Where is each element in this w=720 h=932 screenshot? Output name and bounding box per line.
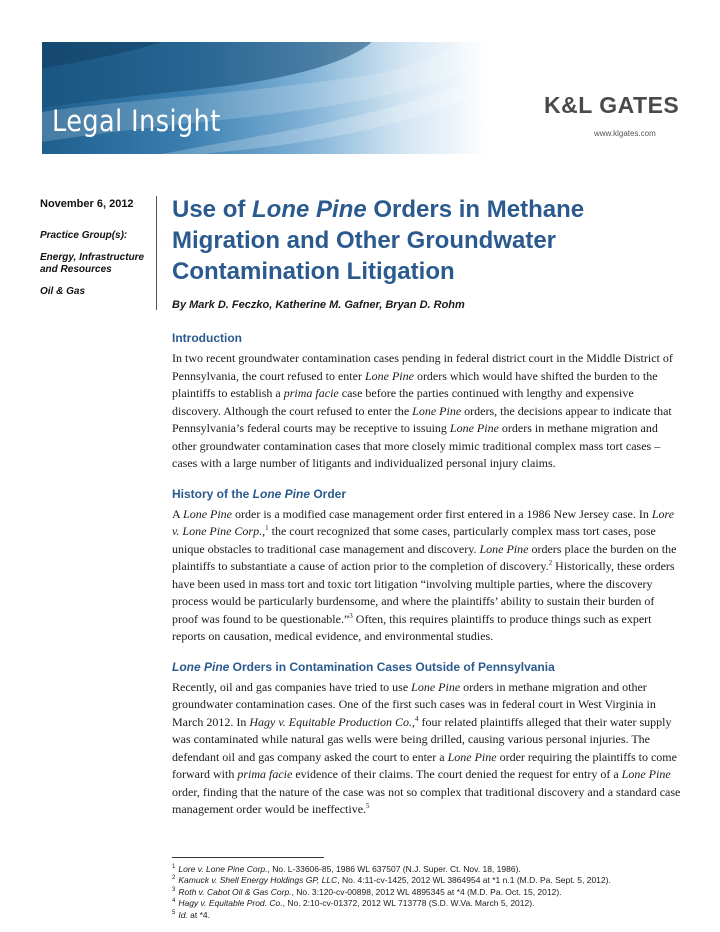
firm-logo: K&L GATES: [544, 92, 680, 118]
firm-url[interactable]: www.klgates.com: [594, 129, 656, 138]
publication-title: Legal Insight: [52, 104, 221, 138]
practice-group-label: Practice Group(s):: [40, 230, 128, 241]
footnote: $^2$ Kamuck v. Shell Energy Holdings GP, LLC, No. 4:11-cv-1425, 2012 WL 3864954 at *1 n.1 (M.D. Pa. Sept. 5, 2012).: [172, 875, 611, 885]
footnote: $^3$ Roth v. Cabot Oil & Gas Corp., No. 3:120-cv-00898, 2012 WL 4895345 at *4 (M.D. Pa. Oct. 15, 2012).: [172, 886, 562, 897]
text-run: the court recognized that some cases, particularly complex mass tort cases, pose unique obstacles to traditional case management and discovery.: [172, 524, 656, 556]
text-run: Lore v. Lone Pine Corp.: [172, 506, 675, 538]
text-run: Hagy v. Equitable Production Co.: [249, 714, 412, 729]
section-heading-contamination-cases: Lone Pine Orders in Contamination Cases Outside of Pennsylvania: [172, 659, 555, 674]
footnotes: [172, 864, 682, 922]
text-run: case before the parties continued with lengthy and expensive discovery. Although the court refused to enter the: [172, 386, 634, 418]
text-run: order is a modified case management order first entered in a 1986 New Jersey case. In: [232, 506, 652, 521]
header-banner: [42, 42, 700, 154]
text-run: orders place the burden on the plaintiffs to substantiate a cause of action prior to the completion of discovery.: [172, 541, 677, 573]
text-run: A: [172, 506, 184, 521]
text-run: order requiring the plaintiffs to come forward with: [172, 749, 677, 781]
article-title: Use of Lone Pine Orders in Methane Migration and Other Groundwater Contamination Litigation: [172, 196, 585, 285]
footnote-marker[interactable]: 5: [366, 802, 370, 810]
text-run: prima facie: [283, 386, 339, 400]
text-run: orders which would have shifted the burden to the plaintiffs to establish a: [172, 368, 658, 400]
footnote-marker[interactable]: 3: [349, 611, 353, 620]
text-run: ,: [262, 524, 266, 538]
text-run: Lone Pine: [364, 368, 414, 383]
text-run: Lone Pine: [411, 679, 461, 694]
footnote: $^1$ Lore v. Lone Pine Corp., No. L-33606-85, 1986 WL 637507 (N.J. Super. Ct. Nov. 18, 1986).: [172, 863, 521, 874]
text-run: orders in methane migration and other groundwater contamination cases that more closely mimic traditional complex mass tort cases – cases with a large number of litigants and individualized personal injury claims.: [172, 421, 661, 470]
footnote: $^5$ Id. at *4.: [172, 909, 211, 920]
article-authors: By Mark D. Feczko, Katherine M. Gafner, Bryan D. Rohm: [172, 299, 465, 311]
text-run: order, finding that the nature of the case was not so complex that traditional discovery and a standard case management order would be ineffective.: [172, 784, 681, 816]
section-paragraph-introduction: [172, 350, 682, 473]
footnote-marker[interactable]: 4: [414, 714, 419, 723]
text-run: ,: [411, 714, 415, 729]
publication-date: November 6, 2012: [40, 198, 134, 210]
section-paragraph-history: [172, 506, 682, 646]
text-run: Lone Pine: [449, 421, 499, 435]
text-run: Often, this requires plaintiffs to produce things such as expert reports on causation, medical evidence, and environmental studies.: [172, 611, 652, 643]
footnote-marker[interactable]: 2: [548, 559, 553, 567]
text-run: Lone Pine: [621, 767, 671, 781]
text-run: Lone Pine: [183, 506, 233, 521]
section-heading-introduction: Introduction: [172, 331, 242, 345]
text-run: Lone Pine: [412, 403, 462, 418]
footnote: $^4$ Hagy v. Equitable Prod. Co., No. 2:10-cv-01372, 2012 WL 713778 (S.D. W.Va. March 5, 2012).: [172, 898, 535, 908]
section-heading-history: History of the Lone Pine Order: [172, 486, 347, 501]
sidebar-divider: [156, 196, 157, 310]
text-run: In two recent groundwater contamination cases pending in federal district court in the Middle District of Pennsylvania, the court refused to enter: [172, 351, 673, 383]
practice-group-energy: Energy, Infrastructure and Resources: [40, 252, 145, 275]
practice-group-oil-gas: Oil & Gas: [40, 286, 86, 297]
text-run: Historically, these orders have been used in mass tort and toxic tort litigation “involving multiple parties, where the discovery process would be particularly burdensome, and where the plaintiffs’ ability to sustain their burden of proof was found to be questionable.”: [172, 559, 675, 626]
text-run: four related plaintiffs alleged that their water supply was contaminated while natural gas wells were being drilled, causing various personal injuries. The defendant oil and gas company asked the court to enter a: [172, 714, 672, 764]
text-run: evidence of their claims. The court denied the request for entry of a: [292, 767, 622, 781]
section-paragraph-contamination-cases: [172, 679, 682, 819]
footnote-marker[interactable]: 1: [265, 524, 269, 532]
article: [172, 194, 682, 921]
sidebar: [40, 198, 154, 298]
text-run: Lone Pine: [479, 541, 529, 556]
text-run: Lone Pine: [447, 749, 497, 764]
text-run: orders, the decisions appear to indicate that Pennsylvania’s federal courts may be receptive to issuing: [172, 403, 672, 435]
text-run: Recently, oil and gas companies have tried to use: [172, 679, 412, 694]
text-run: prima facie: [237, 767, 293, 781]
text-run: orders in methane migration and other groundwater contamination cases. One of the first such cases was in federal court in West Virginia in March 2012. In: [172, 679, 656, 729]
footnote-rule: [172, 857, 324, 858]
